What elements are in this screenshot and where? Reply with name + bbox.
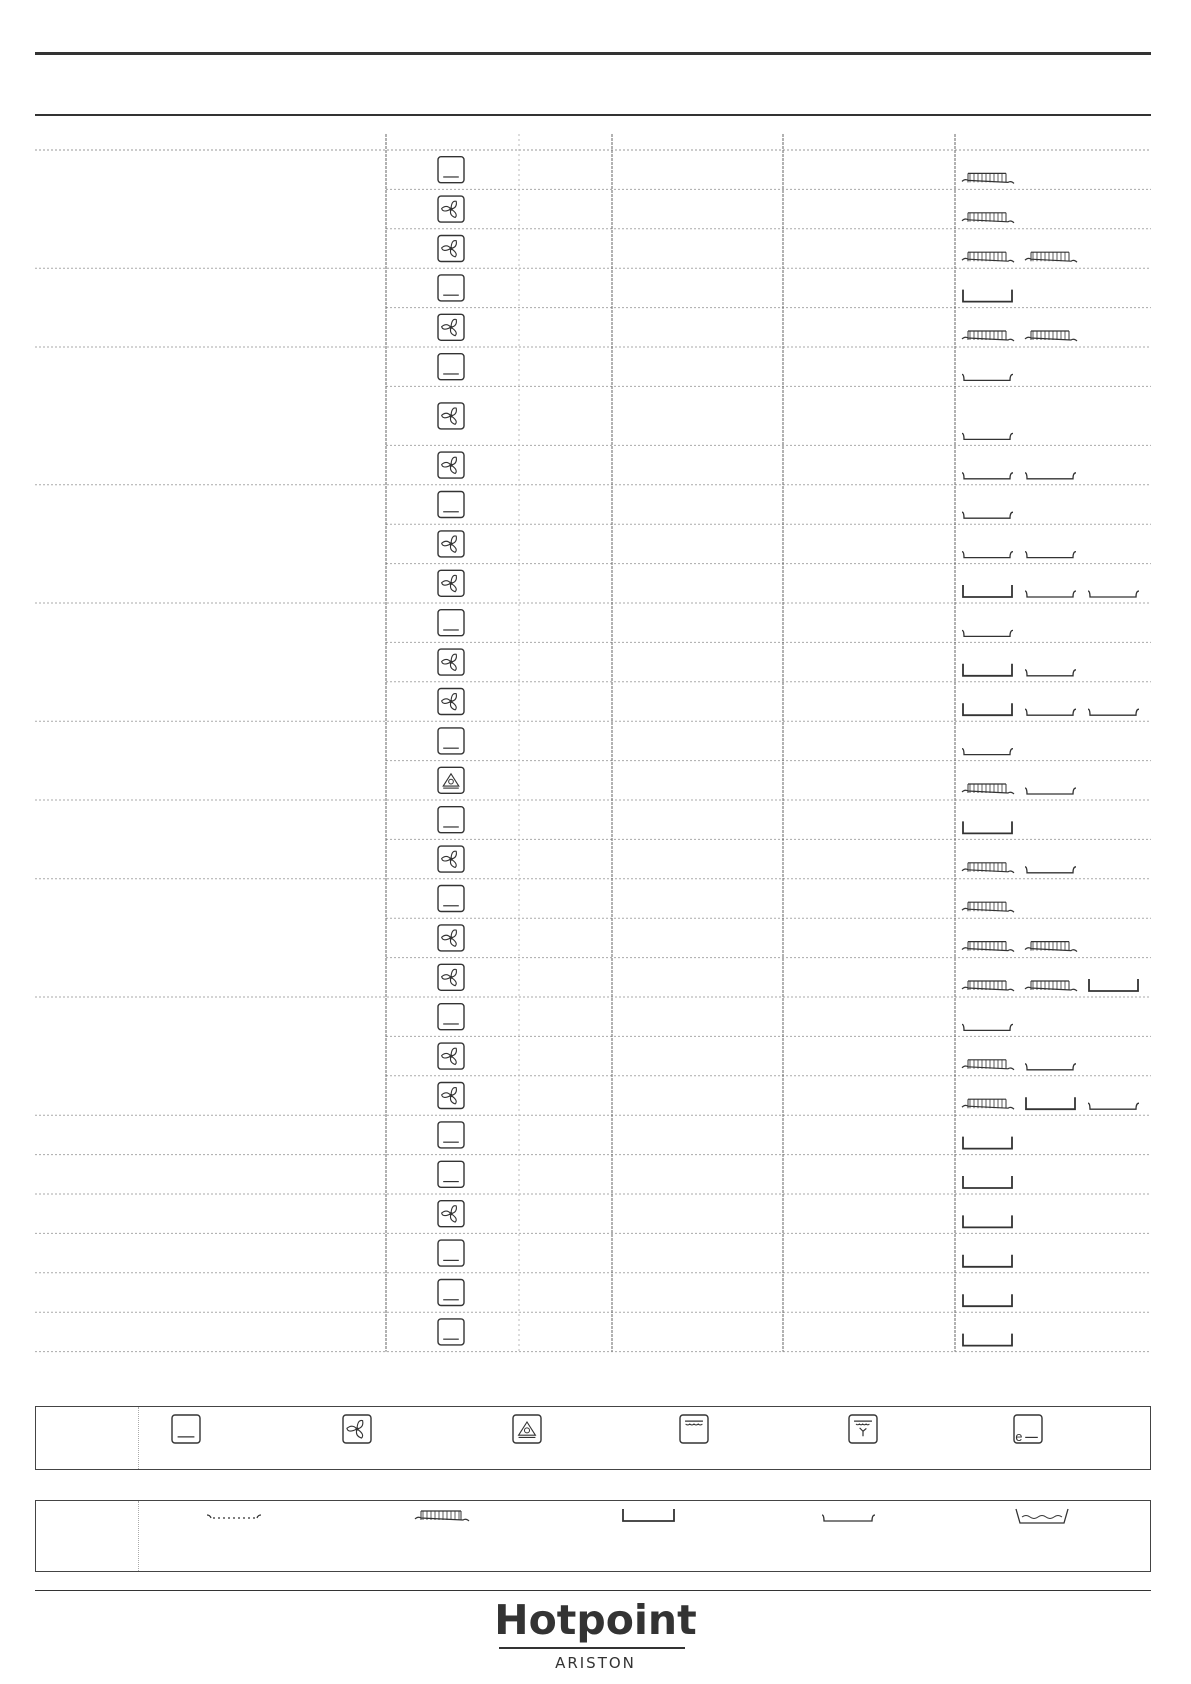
table-row [438,1122,1012,1149]
static-oven-icon [438,1122,464,1148]
legend-modes-icons [36,1407,1150,1469]
drip-tray-icon [963,703,1012,715]
baking-tray-icon [962,1024,1013,1030]
table-row [438,964,1138,991]
fan-oven-icon [438,649,464,675]
table-row [438,886,1014,913]
baking-tray-icon [1025,473,1076,479]
fan-oven-icon [438,236,464,262]
table-row [438,925,1077,952]
drip-tray-icon [1026,1097,1075,1109]
table-row [438,403,1013,440]
baking-tray-icon [962,512,1013,518]
table-row [438,452,1076,479]
table-row [438,1043,1076,1070]
static-oven-icon [438,886,464,912]
baking-tray-icon [1025,1064,1076,1070]
fan-oven-icon [343,1415,371,1443]
table-row [438,1083,1139,1110]
drip-tray-icon [963,664,1012,676]
grill-rack-tray-icon [962,213,1014,223]
static-oven-icon [438,354,464,380]
static-oven-icon [438,610,464,636]
table-row [438,649,1076,676]
table-row [438,196,1014,223]
static-oven-icon [438,1319,464,1345]
drip-tray-water-icon [1016,1509,1068,1523]
baking-tray-icon [1025,591,1076,597]
brand-logo-rule [499,1647,685,1649]
static-oven-icon [438,1240,464,1266]
baking-tray-icon [1025,867,1076,873]
static-oven-icon [438,1161,464,1187]
static-oven-icon [172,1415,200,1443]
fan-oven-icon [438,196,464,222]
static-oven-icon [438,1004,464,1030]
table-row [438,1319,1012,1346]
table-row [438,236,1077,263]
grill-rack-tray-icon [1025,942,1077,952]
baking-tray-icon [962,473,1013,479]
svg-text:e: e [1015,1429,1023,1444]
static-oven-icon [438,1280,464,1306]
grill-rack-tray-icon [962,902,1014,912]
fan-oven-icon [438,1201,464,1227]
table-row [438,610,1013,637]
baking-tray-icon [962,630,1013,636]
drip-tray-icon [1089,979,1138,991]
static-oven-icon [438,157,464,183]
table-row [438,807,1012,834]
legend-accessory-icons [36,1501,1150,1571]
grill-rack-tray-icon [1025,252,1077,262]
fan-oven-icon [438,452,464,478]
drip-tray-icon [963,1334,1012,1346]
grill-rack-tray-icon [962,942,1014,952]
drip-tray-icon [963,1255,1012,1267]
grill-rack-tray-icon [415,1511,469,1521]
baking-tray-icon [1025,709,1076,715]
table-row [438,689,1139,716]
fan-oven-icon [438,925,464,951]
table-row [438,1004,1013,1031]
legend-accessories [35,1500,1151,1572]
baking-tray-icon [962,552,1013,558]
wire-shelf-icon [207,1515,261,1518]
grill-rack-tray-icon [962,173,1014,183]
baking-tray-icon [1088,591,1139,597]
table-row [438,1161,1012,1188]
table-row [438,157,1014,184]
table-row [438,846,1076,873]
table-row [438,314,1077,341]
table-row [438,531,1076,558]
table-row [438,1240,1012,1267]
fan-oven-icon [438,689,464,715]
table-row [438,275,1012,302]
table-row [438,728,1013,755]
baking-tray-icon [962,374,1013,380]
fan-oven-icon [438,1083,464,1109]
baking-tray-icon [1088,709,1139,715]
table-row [438,570,1139,597]
grill-rack-tray-icon [962,863,1014,873]
grill-rack-tray-icon [1025,331,1077,341]
fan-oven-icon [438,1043,464,1069]
fan-oven-icon [438,314,464,340]
static-oven-icon [438,728,464,754]
drip-tray-icon [963,290,1012,302]
table-row [438,767,1076,794]
pizza-function-icon [438,767,464,793]
table-row [438,1280,1012,1307]
pizza-function-icon [513,1415,541,1443]
brand-subtitle: ARISTON [555,1654,636,1672]
fan-oven-icon [438,846,464,872]
table-row [438,492,1013,519]
eco-forced-air-icon [1014,1415,1042,1444]
grill-rack-tray-icon [962,331,1014,341]
grill-icon [680,1415,708,1443]
static-oven-icon [438,275,464,301]
drip-tray-icon [963,1137,1012,1149]
table-row [438,354,1013,381]
grill-rack-tray-icon [962,252,1014,262]
brand-logo: Hotpoint [494,1596,697,1644]
fan-oven-icon [438,531,464,557]
grill-rack-tray-icon [962,1060,1014,1070]
baking-tray-icon [962,433,1013,439]
grill-rack-tray-icon [1025,981,1077,991]
drip-tray-icon [963,821,1012,833]
baking-tray-icon [1088,1103,1139,1109]
fan-oven-icon [438,403,464,429]
baking-tray-icon [962,749,1013,755]
drip-tray-icon [963,585,1012,597]
baking-tray-icon [822,1515,875,1521]
baking-tray-icon [1025,788,1076,794]
grill-rack-tray-icon [962,1099,1014,1109]
fan-oven-icon [438,570,464,596]
grill-rack-tray-icon [962,981,1014,991]
legend-cooking-modes [35,1406,1151,1470]
table-row [438,1201,1012,1228]
drip-tray-icon [963,1294,1012,1306]
drip-tray-icon [623,1509,674,1521]
static-oven-icon [438,807,464,833]
baking-tray-icon [1025,552,1076,558]
grill-rack-tray-icon [962,784,1014,794]
fan-oven-icon [438,964,464,990]
footer-rule [35,1590,1151,1591]
turbo-grill-icon [849,1415,877,1443]
drip-tray-icon [963,1215,1012,1227]
baking-tray-icon [1025,670,1076,676]
static-oven-icon [438,492,464,518]
drip-tray-icon [963,1176,1012,1188]
